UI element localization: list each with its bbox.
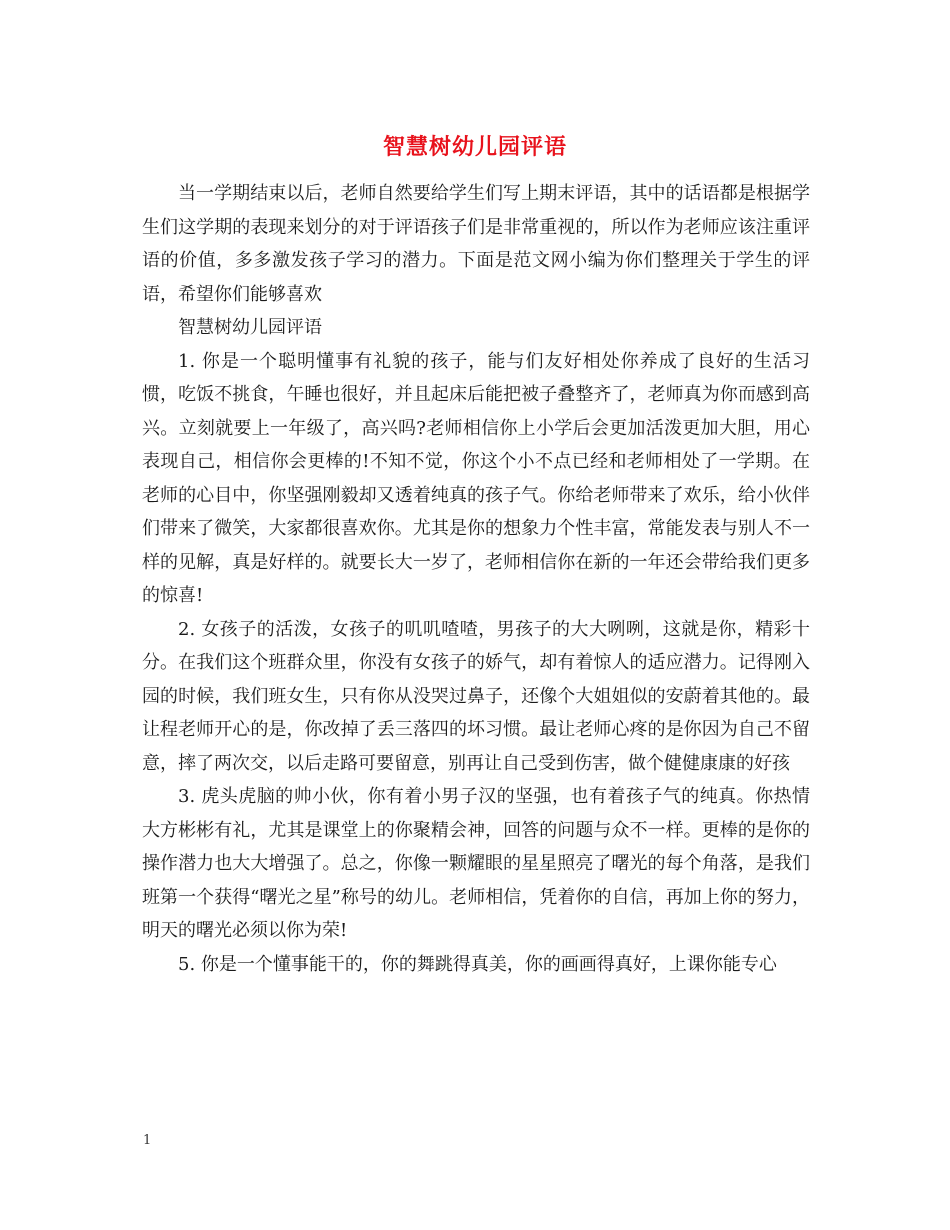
page-number: 1 bbox=[143, 1133, 152, 1148]
comment-paragraph-5: 5. 你是一个懂事能干的，你的舞跳得真美，你的画画得真好，上课你能专心 bbox=[178, 953, 777, 975]
intro-paragraph: 当一学期结束以后，老师自然要给学生们写上期末评语，其中的话语都是根据学生们这学期的表现来划分的对于评语孩子们是非常重视的，所以作为老师应该注重评语的价值，多多激发孩子学习的潜力。下面是范文网小编为你们整理关于学生的评语，希望你们能够喜欢 bbox=[142, 183, 810, 305]
comment-paragraph-2: 2. 女孩子的活泼，女孩子的叽叽喳喳，男孩子的大大咧咧，这就是你，精彩十分。在我们这个班群众里，你没有女孩子的娇气，却有着惊人的适应潜力。记得刚入园的时候，我们班女生，只有你从没哭过鼻子，还像个大姐姐似的安蔚着其他的。最让程老师开心的是，你改掉了丢三落四的坏习惯。最让老师心疼的是你因为自己不留意，摔了两次交，以后走路可要留意，别再让自己受到伤害，做个健健康康的好孩 bbox=[142, 618, 810, 774]
comment-paragraph-1: 1. 你是一个聪明懂事有礼貌的孩子，能与们友好相处你养成了良好的生活习惯，吃饭不挑食，午睡也很好，并且起床后能把被子叠整齐了，老师真为你而感到高兴。立刻就要上一年级了，高兴吗?老师相信你上小学后会更加活泼更加大胆，用心表现自己，相信你会更棒的!不知不觉，你这个小不点已经和老师相处了一学期。在老师的心目中，你坚强刚毅却又透着纯真的孩子气。你给老师带来了欢乐，给小伙伴们带来了微笑，大家都很喜欢你。尤其是你的想象力个性丰富，常能发表与别人不一样的见解，真是好样的。就要长大一岁了，老师相信你在新的一年还会带给我们更多的惊喜! bbox=[142, 350, 810, 606]
document-body bbox=[142, 177, 810, 981]
comment-paragraph-3: 3. 虎头虎脑的帅小伙，你有着小男子汉的坚强，也有着孩子气的纯真。你热情大方彬彬有礼，尤其是课堂上的你聚精会神，回答的问题与众不一样。更棒的是你的操作潜力也大大增强了。总之，你像一颗耀眼的星星照亮了曙光的每个角落，是我们班第一个获得“曙光之星”称号的幼儿。老师相信，凭着你的自信，再加上你的努力，明天的曙光必须以你为荣! bbox=[142, 786, 810, 941]
section-heading: 智慧树幼儿园评语 bbox=[178, 317, 322, 338]
page-title: 智慧树幼儿园评语 bbox=[382, 135, 567, 160]
